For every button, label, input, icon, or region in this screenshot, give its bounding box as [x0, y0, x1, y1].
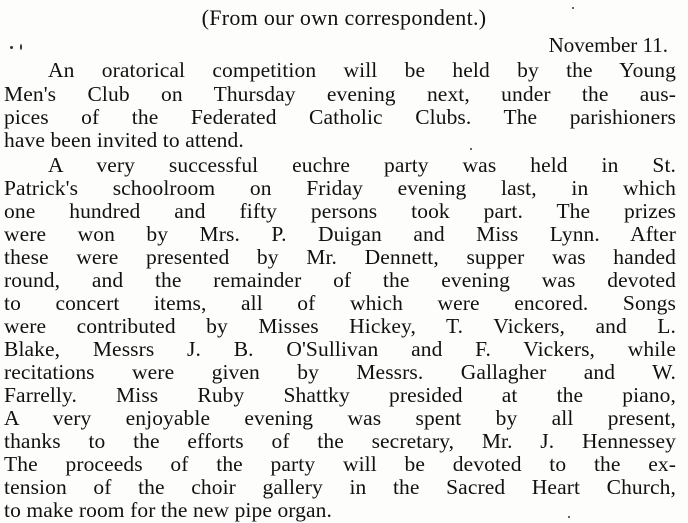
paragraph-2-line-5: these were presented by Mr. Dennett, supper was handed: [4, 245, 676, 269]
paragraph-2-line-4: were won by Mrs. P. Duigan and Miss Lynn. After: [4, 222, 676, 246]
paragraph-1-line-1: An oratorical competition will be held by the Young: [48, 58, 676, 82]
paragraph-2-line-12: A very enjoyable evening was spent by all present,: [4, 406, 676, 430]
paragraph-2-line-11: Farrelly. Miss Ruby Shattky presided at the piano,: [4, 383, 676, 407]
paragraph-2-line-3: one hundred and fifty persons took part. The prizes: [4, 199, 676, 223]
paragraph-2-line-15: tension of the choir gallery in the Sacred Heart Church,: [4, 475, 676, 499]
print-speck: [568, 516, 570, 518]
print-speck: [572, 7, 574, 9]
paragraph-2-line-1: A very successful euchre party was held in St.: [48, 153, 676, 177]
paragraph-1-line-3: pices of the Federated Catholic Clubs. The parishioners: [4, 105, 676, 129]
paragraph-1-line-2: Men's Club on Thursday evening next, under the aus-: [4, 82, 676, 106]
article-heading: (From our own correspondent.): [201, 5, 487, 30]
print-speck: [10, 46, 13, 49]
paragraph-2-line-16: to make room for the new pipe organ.: [4, 498, 332, 522]
print-speck: [20, 44, 22, 50]
paragraph-2-line-2: Patrick's schoolroom on Friday evening last, in which: [4, 176, 676, 200]
paragraph-2-line-13: thanks to the efforts of the secretary, Mr. J. Hennessey: [4, 429, 676, 453]
paragraph-1-line-4: have been invited to attend.: [4, 128, 244, 152]
paragraph-2-line-6: round, and the remainder of the evening was devoted: [4, 268, 676, 292]
article-dateline: November 11.: [548, 33, 668, 57]
paragraph-2-line-7: to concert items, all of which were encored. Songs: [4, 291, 676, 315]
paragraph-2-line-9: Blake, Messrs J. B. O'Sullivan and F. Vickers, while: [4, 337, 676, 361]
paragraph-2-line-8: were contributed by Misses Hickey, T. Vickers, and L.: [4, 314, 676, 338]
paragraph-2-line-14: The proceeds of the party will be devoted to the ex-: [4, 452, 676, 476]
paragraph-2-line-10: recitations were given by Messrs. Gallagher and W.: [4, 360, 676, 384]
print-speck: [470, 148, 472, 150]
